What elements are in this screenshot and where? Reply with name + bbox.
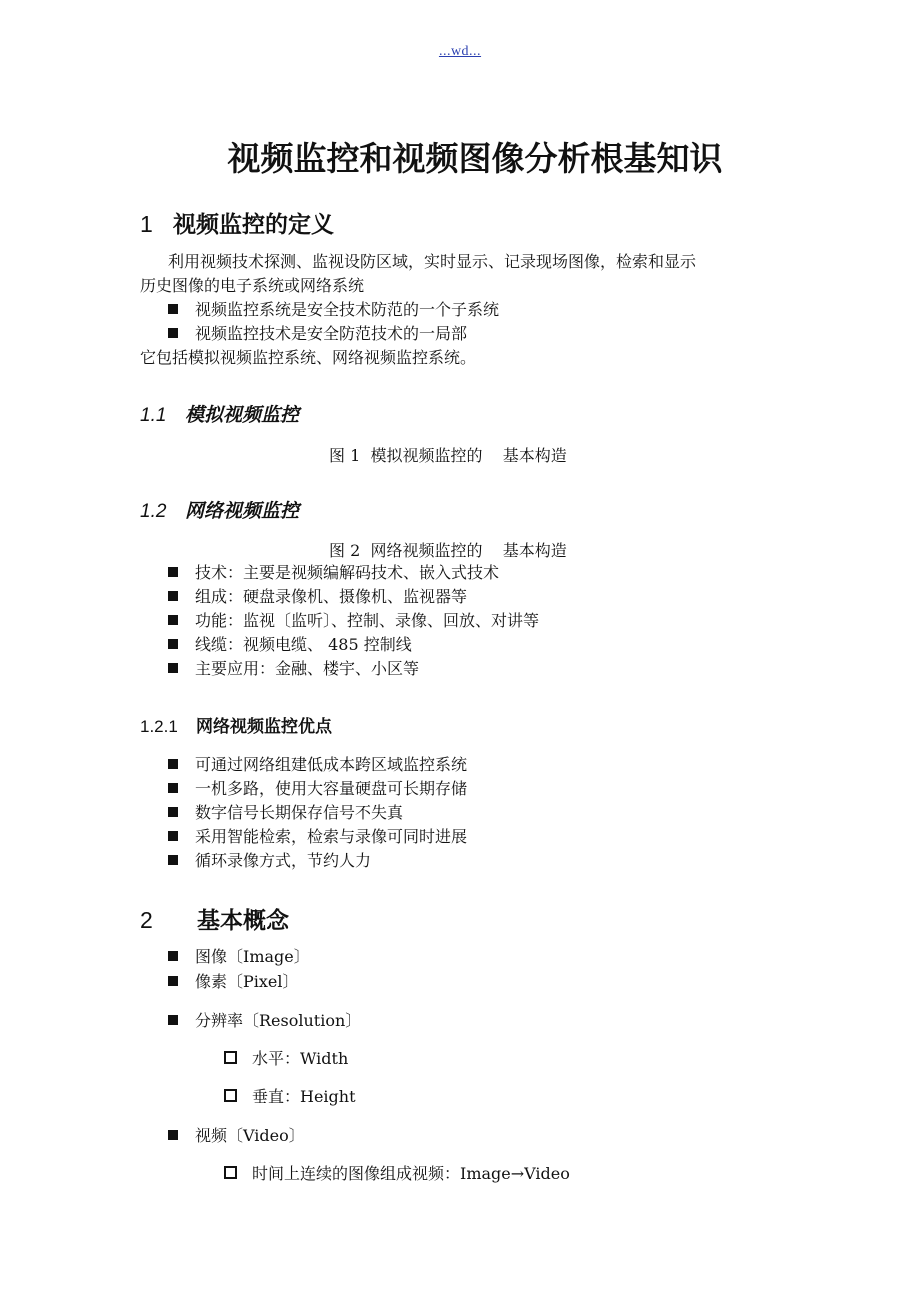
bullet-hollow-square-icon xyxy=(224,1166,237,1179)
bullet-square-icon xyxy=(168,567,178,577)
section-2-number: 2 xyxy=(140,907,153,933)
section-1-2-title: 网络视频监控 xyxy=(185,500,300,522)
list-item: 视频监控技术是安全防范技术的一局部 xyxy=(168,322,467,346)
bullet-square-icon xyxy=(168,304,178,314)
bullet-square-icon xyxy=(168,639,178,649)
bullet-square-icon xyxy=(168,855,178,865)
sub-list-item: 水平：Width xyxy=(224,1047,348,1071)
sub-list-item: 时间上连续的图像组成视频：Image→Video xyxy=(224,1162,570,1186)
bullet-square-icon xyxy=(168,328,178,338)
list-item: 数字信号长期保存信号不失真 xyxy=(168,801,403,825)
bullet-square-icon xyxy=(168,807,178,817)
bullet-square-icon xyxy=(168,783,178,793)
bullet-square-icon xyxy=(168,663,178,673)
list-item: 主要应用：金融、楼宇、小区等 xyxy=(168,657,419,681)
bullet-square-icon xyxy=(168,976,178,986)
section-1-2-heading xyxy=(140,496,299,523)
section-1-1-title: 模拟视频监控 xyxy=(185,404,300,426)
bullet-square-icon xyxy=(168,1015,178,1025)
section-1-number: 1 xyxy=(140,211,153,237)
list-item: 线缆：视频电缆、 485 控制线 xyxy=(168,633,412,657)
list-item: 可通过网络组建低成本跨区域监控系统 xyxy=(168,753,467,777)
document-title: 视频监控和视频图像分析根基知识 xyxy=(227,139,723,178)
header-mark: ...wd... xyxy=(438,44,482,59)
bullet-hollow-square-icon xyxy=(224,1089,237,1102)
list-item: 图像〔Image〕 xyxy=(168,945,310,969)
section-1-2-1-number: 1.2.1 xyxy=(140,717,178,736)
section-1-2-1-title: 网络视频监控优点 xyxy=(196,717,332,737)
bullet-square-icon xyxy=(168,615,178,625)
list-item: 一机多路，使用大容量硬盘可长期存储 xyxy=(168,777,467,801)
list-item: 视频〔Video〕 xyxy=(168,1124,305,1148)
list-item: 循环录像方式，节约人力 xyxy=(168,849,371,873)
section-1-2-number: 1.2 xyxy=(140,501,167,522)
section-1-paragraph-line-1: 利用视频技术探测、监视设防区域，实时显示、记录现场图像，检索和显示 xyxy=(168,252,697,271)
section-1-1-heading xyxy=(140,400,299,427)
bullet-square-icon xyxy=(168,591,178,601)
section-1-title: 视频监控的定义 xyxy=(173,212,334,238)
list-item: 组成：硬盘录像机、摄像机、监视器等 xyxy=(168,585,467,609)
sub-list-item: 垂直：Height xyxy=(224,1085,356,1109)
section-2-title: 基本概念 xyxy=(197,908,289,934)
list-item: 技术：主要是视频编解码技术、嵌入式技术 xyxy=(168,561,499,585)
section-1-2-1-heading xyxy=(140,712,332,737)
section-1-paragraph-line-2: 历史图像的电子系统或网络系统 xyxy=(140,276,365,295)
list-item: 功能：监视〔监听〕、控制、录像、回放、对讲等 xyxy=(168,609,539,633)
section-1-closing: 它包括模拟视频监控系统、网络视频监控系统。 xyxy=(140,348,477,367)
bullet-square-icon xyxy=(168,759,178,769)
bullet-square-icon xyxy=(168,831,178,841)
section-1-1-number: 1.1 xyxy=(140,405,167,426)
figure-1-caption: 图 1 模拟视频监控的 基本构造 xyxy=(329,446,567,465)
section-2-heading xyxy=(140,902,289,935)
list-item: 采用智能检索，检索与录像可同时进展 xyxy=(168,825,467,849)
bullet-square-icon xyxy=(168,951,178,961)
list-item: 像素〔Pixel〕 xyxy=(168,970,299,994)
list-item: 视频监控系统是安全技术防范的一个子系统 xyxy=(168,298,499,322)
section-1-heading xyxy=(140,206,334,239)
bullet-square-icon xyxy=(168,1130,178,1140)
list-item: 分辨率〔Resolution〕 xyxy=(168,1009,361,1033)
figure-2-caption: 图 2 网络视频监控的 基本构造 xyxy=(329,541,567,560)
bullet-hollow-square-icon xyxy=(224,1051,237,1064)
